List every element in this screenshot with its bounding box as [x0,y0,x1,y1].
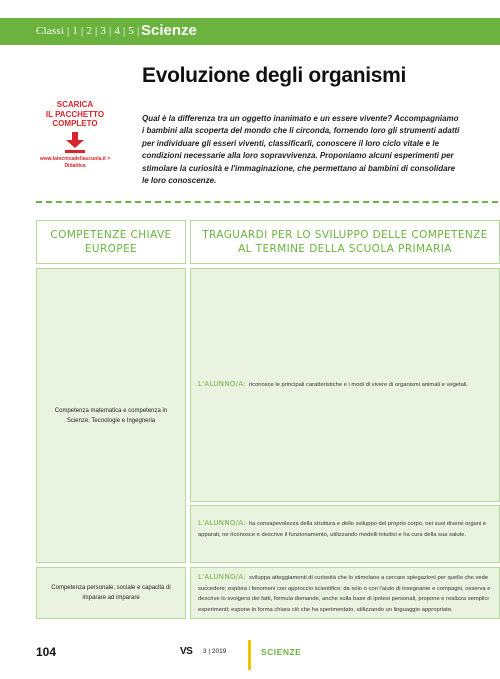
header-left-line2: EUROPEE [84,243,138,255]
goal-cell-2 [190,505,500,563]
page-number: 104 [36,645,57,659]
table-header-key-competences [36,220,186,264]
goal-body: ha consapevolezza della struttura e dello sviluppo del proprio corpo, nei suoi diversi organi e apparati, ne riconosce e descrive il funzionamento, utilizzando modelli intuitivi e ha cura della sua salute. [198,521,487,538]
goal-lead: L'ALUNNO/A: [198,519,246,527]
competence-text: Competenza matematica e competenza in Scienze, Tecnologie e Ingegneria [54,407,168,424]
goal-body: riconosce le principali caratteristiche e i modi di vivere di organismi animali e vegetali. [248,382,469,388]
header-right-line1: TRAGUARDI PER LO SVILUPPO DELLE COMPETENZE [202,229,488,241]
download-arrow-icon [63,132,87,154]
top-header-bar [0,18,500,45]
goal-text [198,518,494,540]
download-text-2: IL PACCHETTO [45,109,105,119]
section-divider [36,201,498,203]
issue-number: 3 | 2019 [203,648,227,655]
competence-cell-math-science [36,268,186,563]
classes-label: Classi | 1 | 2 | 3 | 4 | 5 | [36,25,140,37]
goal-lead: L'ALUNNO/A: [198,573,246,581]
goal-lead: L'ALUNNO/A: [198,380,246,388]
goal-text [198,572,494,615]
magazine-logo: VS [180,646,193,657]
goal-cell-3 [190,567,500,619]
footer-subject: SCIENZE [261,647,302,657]
download-package-link[interactable] [36,100,114,170]
download-text-1: SCARICA [56,100,94,109]
subject-label: Scienze [141,22,197,39]
page-title: Evoluzione degli organismi [142,64,407,87]
goal-body: sviluppa atteggiamenti di curiosità che lo stimolano a cercare spiegazioni per quello che vede succedere; esplora i fenomeni con approccio scientifico: da solo o con l'aiuto di insegnante e compagni, osserva e descrive lo svolgersi dei fatti, formula domande, anche sulla base di ipotesi personali, propone e realizza semplici esperimenti; espone in forma chiara ciò che ha sperimentato, utilizzando un linguaggio appropriato. [198,575,491,613]
competence-cell-personal-social [36,567,186,619]
intro-paragraph: Qual è la differenza tra un oggetto inanimato e un essere vivente? Accompagniamo i bambini alla scoperta del mondo che li circonda, fornendo loro gli strumenti adatti per individuare gli esseri viventi, classificarli, conoscere il loro ciclo vitale e le condizioni necessarie alla loro sopravvivenza. Proponiamo alcuni esperimenti per stimolare la curiosità e l'immaginazione, che permettano ai bambini di consolidare le loro conoscenze. [142,114,460,186]
goal-text [198,379,494,391]
table-header-goals [190,220,500,264]
download-text-3: COMPLETO [52,119,98,128]
download-url-section: Didattica [64,162,86,169]
header-left-line1: COMPETENZE CHIAVE [50,229,172,241]
goal-cell-1 [190,268,500,502]
competence-text: Competenza personale, sociale e capacità di imparare ad imparare [51,585,171,601]
download-url: www.latecnicadellascuola.it > [39,155,111,162]
footer-divider [248,640,251,670]
header-right-line2: AL TERMINE DELLA SCUOLA PRIMARIA [238,243,452,255]
